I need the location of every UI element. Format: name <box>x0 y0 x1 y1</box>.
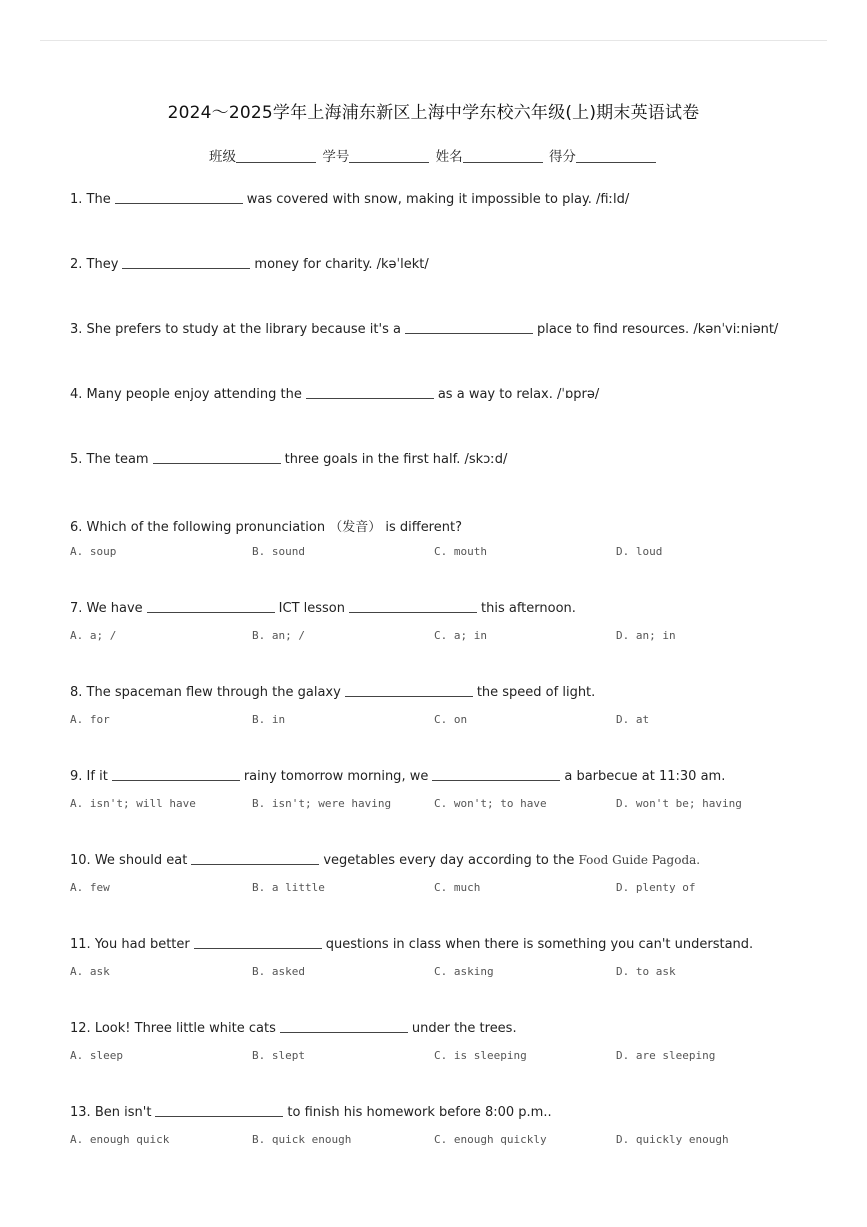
question-9 <box>70 768 837 784</box>
question-number: 7. <box>70 601 83 616</box>
question-11 <box>70 936 837 952</box>
question-text: ICT lesson <box>278 601 346 616</box>
answer-blank[interactable] <box>122 256 250 269</box>
question-number: 3. <box>70 322 83 337</box>
option-d[interactable]: D. won't be; having <box>616 797 742 810</box>
answer-blank[interactable] <box>115 191 243 204</box>
answer-blank[interactable] <box>191 852 319 865</box>
question-7 <box>70 600 837 616</box>
question-4 <box>70 386 837 402</box>
option-c[interactable]: C. a; in <box>434 629 487 642</box>
question-text: questions in class when there is something you can't understand. <box>325 937 754 952</box>
question-number: 1. <box>70 192 83 207</box>
option-c[interactable]: C. enough quickly <box>434 1133 547 1146</box>
score-label: 得分 <box>548 149 576 165</box>
question-text: a barbecue at 11:30 am. <box>564 769 726 784</box>
option-c[interactable]: C. asking <box>434 965 494 978</box>
option-a[interactable]: A. enough quick <box>70 1133 170 1146</box>
question-6 <box>70 516 837 535</box>
options-13 <box>70 1133 830 1149</box>
name-blank[interactable] <box>463 148 543 163</box>
option-c[interactable]: C. much <box>434 881 481 894</box>
option-a[interactable]: A. few <box>70 881 110 894</box>
option-b[interactable]: B. an; / <box>252 629 305 642</box>
answer-blank[interactable] <box>194 936 322 949</box>
answer-blank[interactable] <box>349 600 477 613</box>
question-number: 2. <box>70 257 83 272</box>
question-number: 12. <box>70 1021 91 1036</box>
student-number-blank[interactable] <box>349 148 429 163</box>
question-number: 9. <box>70 769 83 784</box>
question-text: The <box>86 192 111 207</box>
question-number: 8. <box>70 685 83 700</box>
options-8 <box>70 713 830 729</box>
question-number: 10. <box>70 853 91 868</box>
answer-blank[interactable] <box>405 321 533 334</box>
student-info-row <box>0 145 867 165</box>
question-13 <box>70 1104 837 1120</box>
option-a[interactable]: A. ask <box>70 965 110 978</box>
question-3 <box>70 321 837 337</box>
question-number: 5. <box>70 452 83 467</box>
question-number: 6. <box>70 520 83 535</box>
option-c[interactable]: C. on <box>434 713 468 726</box>
question-text: If it <box>86 769 108 784</box>
answer-blank[interactable] <box>112 768 240 781</box>
question-text: Look! Three little white cats <box>94 1021 276 1036</box>
options-10 <box>70 881 830 897</box>
name-label: 姓名 <box>435 149 463 165</box>
question-12 <box>70 1020 837 1036</box>
answer-blank[interactable] <box>155 1104 283 1117</box>
answer-blank[interactable] <box>153 451 281 464</box>
question-text: money for charity. /kəˈlekt/ <box>254 257 429 272</box>
question-text: as a way to relax. /ˈɒprə/ <box>437 387 600 402</box>
options-9 <box>70 797 830 813</box>
question-5 <box>70 451 837 467</box>
option-d[interactable]: D. to ask <box>616 965 676 978</box>
question-text: vegetables every day according to the <box>323 853 575 868</box>
question-text: this afternoon. <box>481 601 576 616</box>
option-d[interactable]: D. an; in <box>616 629 676 642</box>
question-text: Ben isn't <box>94 1105 152 1120</box>
question-10 <box>70 852 837 868</box>
question-text: You had better <box>94 937 190 952</box>
answer-blank[interactable] <box>147 600 275 613</box>
option-b[interactable]: B. slept <box>252 1049 305 1062</box>
option-d[interactable]: D. plenty of <box>616 881 696 894</box>
question-text: They <box>86 257 119 272</box>
answer-blank[interactable] <box>345 684 473 697</box>
answer-blank[interactable] <box>432 768 560 781</box>
question-text: to finish his homework before 8:00 p.m.. <box>287 1105 552 1120</box>
option-a[interactable]: A. for <box>70 713 110 726</box>
option-b[interactable]: B. a little <box>252 881 325 894</box>
option-d[interactable]: D. at <box>616 713 650 726</box>
question-number: 11. <box>70 937 91 952</box>
option-c[interactable]: C. mouth <box>434 545 487 558</box>
option-c[interactable]: C. is sleeping <box>434 1049 527 1062</box>
option-b[interactable]: B. asked <box>252 965 305 978</box>
option-a[interactable]: A. sleep <box>70 1049 123 1062</box>
class-blank[interactable] <box>236 148 316 163</box>
question-text: the speed of light. <box>476 685 596 700</box>
answer-blank[interactable] <box>306 386 434 399</box>
question-number: 13. <box>70 1105 91 1120</box>
question-8 <box>70 684 837 700</box>
option-a[interactable]: A. isn't; will have <box>70 797 196 810</box>
option-b[interactable]: B. isn't; were having <box>252 797 392 810</box>
options-12 <box>70 1049 830 1065</box>
option-d[interactable]: D. are sleeping <box>616 1049 716 1062</box>
question-1 <box>70 191 837 207</box>
option-b[interactable]: B. in <box>252 713 286 726</box>
question-text: was covered with snow, making it impossible to play. /fiːld/ <box>246 192 630 207</box>
score-blank[interactable] <box>576 148 656 163</box>
options-7 <box>70 629 830 645</box>
option-c[interactable]: C. won't; to have <box>434 797 547 810</box>
answer-blank[interactable] <box>280 1020 408 1033</box>
option-d[interactable]: D. loud <box>616 545 663 558</box>
class-label: 班级 <box>209 149 237 165</box>
options-6 <box>70 545 830 561</box>
food-guide-pagoda-text: Food Guide Pagoda. <box>578 853 701 867</box>
question-text: Which of the following pronunciation （发音） is different? <box>86 520 462 535</box>
question-2 <box>70 256 837 272</box>
option-b[interactable]: B. quick enough <box>252 1133 352 1146</box>
question-text: three goals in the first half. /skɔːd/ <box>284 452 508 467</box>
question-text: rainy tomorrow morning, we <box>243 769 429 784</box>
question-text: under the trees. <box>411 1021 517 1036</box>
options-11 <box>70 965 830 981</box>
option-b[interactable]: B. sound <box>252 545 305 558</box>
option-a[interactable]: A. soup <box>70 545 117 558</box>
question-text: place to find resources. /kənˈviːniənt/ <box>536 322 779 337</box>
question-text: We should eat <box>94 853 188 868</box>
student-number-label: 学号 <box>322 149 350 165</box>
option-d[interactable]: D. quickly enough <box>616 1133 729 1146</box>
question-text: We have <box>86 601 143 616</box>
question-text: She prefers to study at the library because it's a <box>86 322 401 337</box>
option-a[interactable]: A. a; / <box>70 629 117 642</box>
question-text: Many people enjoy attending the <box>86 387 302 402</box>
question-text: The team <box>86 452 149 467</box>
page-top-rule <box>40 40 827 41</box>
question-number: 4. <box>70 387 83 402</box>
page-title: 2024～2025学年上海浦东新区上海中学东校六年级(上)期末英语试卷 <box>167 103 700 123</box>
question-text: The spaceman flew through the galaxy <box>86 685 341 700</box>
